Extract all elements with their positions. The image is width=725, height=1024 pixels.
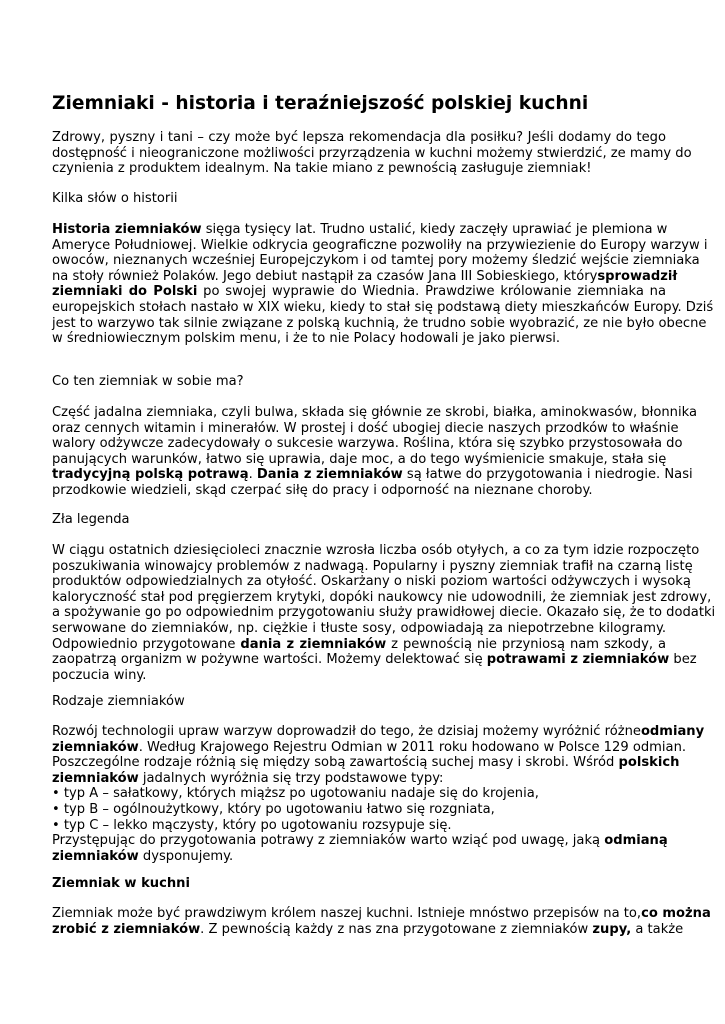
types-line: ziemniaków dysponujemy. [52, 848, 234, 864]
history-line: w średniowiecznym polskim menu, i że to nie Polacy hodowali je jako pierwsi. [52, 331, 561, 347]
history-line: owoców, nieznanych wcześniej Europejczykom i od tamtej pory możemy śledzić wejście ziemniaka [52, 253, 700, 269]
nutrition-paragraph [52, 405, 697, 499]
nutrition-line: tradycyjną polską potrawą. Dania z ziemniaków są łatwe do przygotowania i niedrogie. Nasi [52, 467, 693, 483]
history-paragraph [52, 222, 714, 347]
nutrition-line: przodkowie wiedzieli, skąd czerpać siłę do pracy i odporność na nieznane choroby. [52, 482, 593, 498]
bold-phrase: ziemniaków [52, 770, 139, 786]
bold-phrase: co można [641, 906, 711, 921]
section-heading-kitchen: Ziemniak w kuchni [52, 876, 190, 891]
legend-line: serwowane do ziemniaków, np. ciężkie i tłuste sosy, odpowiadają za niepotrzebne kilogramy. [52, 620, 666, 636]
legend-line: produktów odpowiedzialnych za otyłość. Oskarżany o niski poziom wartości odżywczych i wysoką [52, 574, 691, 590]
kitchen-paragraph [52, 906, 711, 937]
bold-phrase: Dania z ziemniaków [256, 467, 403, 483]
types-line: Rozwój technologii upraw warzyw doprowadził do tego, że dzisiaj możemy wyróżnić różneodmiany [52, 724, 705, 739]
bold-phrase: tradycyjną polską potrawą [52, 467, 249, 483]
bold-phrase: ziemniaków [52, 739, 139, 755]
legend-paragraph [52, 543, 716, 683]
intro-line: dostępność i nieograniczone możliwości przyrządzenia w kuchni możemy stwierdzić, ze mamy do [52, 145, 692, 161]
bold-phrase: Historia ziemniaków [52, 222, 202, 237]
bold-phrase: dania z ziemniaków [240, 636, 387, 652]
bold-phrase: ziemniaków [52, 848, 139, 864]
section-heading-history: Kilka słów o historii [52, 191, 178, 206]
legend-line: a spożywanie go po odpowiednim przygotowaniu służy prawidłowej diecie. Okazało się, że to dodatki [52, 605, 716, 621]
bold-phrase: zrobić z ziemniaków [52, 921, 201, 937]
legend-line: poczucia winy. [52, 667, 147, 683]
history-line: na stoły również Polaków. Jego debiut nastąpił za czasów Jana III Sobieskiego, którysprowadził [52, 268, 678, 284]
bold-phrase: polskich [618, 755, 680, 771]
section-heading-legend: Zła legenda [52, 512, 130, 527]
types-line: Poszczególne rodzaje różnią się między sobą zawartością suchej masy i skrobi. Wśród polskich [52, 755, 680, 771]
kitchen-line: Ziemniak może być prawdziwym królem naszej kuchni. Istnieje mnóstwo przepisów na to,co można [52, 906, 711, 921]
nutrition-line: walory odżywcze zadecydowały o sukcesie warzywa. Roślina, która się szybko przystosowała do [52, 436, 683, 452]
section-heading-types: Rodzaje ziemniaków [52, 694, 185, 709]
intro-line: Zdrowy, pyszny i tani – czy może być lepsza rekomendacja dla posiłku? Jeśli dodamy do tego [52, 130, 666, 145]
types-line: Przystępując do przygotowania potrawy z ziemniaków warto wziąć pod uwagę, jaką odmianą [52, 833, 668, 849]
legend-line: poszukiwania winowajcy problemów z nadwagą. Popularny i pyszny ziemniak trafił na czarną listę [52, 558, 693, 574]
intro-line: czynienia z produktem idealnym. Na takie miano z pewnością zasługuje ziemniak! [52, 161, 592, 177]
history-line: jest to warzywo tak silnie związane z polską kuchnią, że trudno sobie wyobrazić, ze nie było obecne [52, 315, 707, 331]
legend-line: zaopatrzą organizm w pożywne wartości. Możemy delektować się potrawami z ziemniaków bez [52, 652, 697, 668]
bold-phrase: odmianą [604, 833, 668, 849]
nutrition-line: panujących warunków, łatwo się uprawia, daje moc, a do tego wyśmienicie smakuje, stała się [52, 451, 667, 467]
history-line: Historia ziemniaków sięga tysięcy lat. Trudno ustalić, kiedy zaczęły uprawiać je plemiona w [52, 222, 668, 237]
types-paragraph [52, 724, 705, 864]
bullet-item: • typ B – ogólnoużytkowy, który po ugotowaniu łatwo się rozgniata, [52, 801, 495, 817]
section-heading-nutrition: Co ten ziemniak w sobie ma? [52, 374, 244, 389]
kitchen-line: zrobić z ziemniaków. Z pewnością każdy z nas zna przygotowane z ziemniaków zupy, a także [52, 921, 684, 937]
types-line: ziemniaków. Według Krajowego Rejestru Odmian w 2011 roku hodowano w Polsce 129 odmian. [52, 739, 687, 755]
legend-line: kaloryczność stał pod pręgierzem krytyki, dopóki naukowcy nie udowodnili, że ziemniak jest zdrowy, [52, 589, 712, 605]
intro-paragraph [52, 130, 692, 177]
bullet-item: • typ C – lekko mączysty, który po ugotowaniu rozsypuje się. [52, 817, 452, 833]
bold-phrase: potrawami z ziemniaków [486, 652, 670, 668]
bold-phrase: ziemniaki do Polski [52, 284, 198, 300]
document-title: Ziemniaki - historia i teraźniejszość polskiej kuchni [52, 93, 589, 114]
bold-phrase: odmiany [640, 724, 705, 739]
nutrition-line: oraz cennych witamin i minerałów. W prostej i dość ubogiej diecie naszych przodków to właśnie [52, 420, 679, 436]
bold-phrase: zupy, [592, 921, 632, 937]
nutrition-line: Część jadalna ziemniaka, czyli bulwa, składa się głównie ze skrobi, białka, aminokwasów, błonnika [52, 405, 697, 420]
bold-phrase: sprowadził [597, 268, 678, 284]
legend-line: Odpowiednio przygotowane dania z ziemniaków z pewnością nie przyniosą nam szkody, a [52, 636, 666, 652]
bullet-item: • typ A – sałatkowy, których miąższ po ugotowaniu nadaje się do krojenia, [52, 786, 539, 802]
history-line: Ameryce Południowej. Wielkie odkrycia geograficzne pozwoliły na przywiezienie do Europy warzyw i [52, 237, 708, 253]
legend-line: W ciągu ostatnich dziesięcioleci znacznie wzrosła liczba osób otyłych, a co za tym idzie rozpoczęto [52, 543, 700, 558]
history-line: ziemniaki do Polski po swojej wyprawie do Wiednia. Prawdziwe królowanie ziemniaka na [52, 284, 666, 300]
types-line: ziemniaków jadalnych wyróżnia się trzy podstawowe typy: [52, 770, 444, 786]
history-line: europejskich stołach nastało w XIX wieku, kiedy to stał się podstawą diety mieszkańców Europy. Dziś [52, 299, 714, 315]
